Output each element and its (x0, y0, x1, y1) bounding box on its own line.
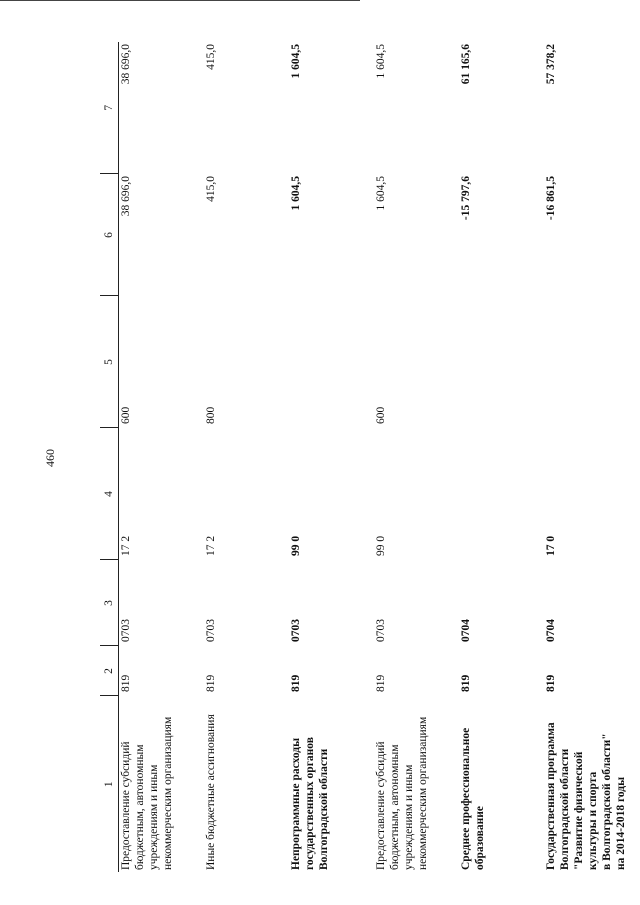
expense-type-code: 800 (205, 406, 217, 424)
expense-type-code (289, 296, 374, 428)
table-row (204, 42, 289, 872)
row-name (544, 696, 640, 872)
header-col-3: 3 (100, 560, 119, 646)
row-name-line: на 2014-2018 годы (615, 776, 627, 870)
row-name-line: учреждениям и иным (148, 764, 160, 870)
rotated-page-content (100, 32, 627, 872)
expense-type-code: 600 (120, 406, 132, 424)
ministry-code: 819 (120, 674, 132, 692)
table-header-row (100, 42, 119, 872)
target-article-code: 17 2 (205, 535, 217, 556)
row-name-line: Государственная программа (545, 722, 557, 870)
row-name-line: "Развитие физической (573, 751, 585, 870)
row-name-line: бюджетным, автономным (389, 744, 401, 870)
change-amount: -16 861,5 (545, 176, 557, 221)
change-amount: 38 696,0 (120, 176, 132, 217)
ministry-code: 819 (290, 674, 302, 692)
total-amount: 1 604,5 (290, 44, 302, 79)
table-row (459, 42, 544, 872)
header-col-5: 5 (100, 296, 119, 428)
row-name-line: Непрограммные расходы (290, 737, 302, 870)
total-amount: 57 378,2 (545, 44, 557, 85)
budget-table (100, 42, 640, 872)
total-amount: 1 604,5 (375, 44, 387, 79)
total-amount: 415,0 (205, 44, 217, 70)
row-name-line: учреждениям и иным (403, 764, 415, 870)
header-col-2: 2 (100, 646, 119, 696)
row-name-line: Среднее профессиональное (460, 727, 472, 870)
table-row (544, 42, 640, 872)
expense-type-code (544, 296, 640, 428)
header-col-1: 1 (100, 696, 119, 872)
expense-type-code: 600 (375, 406, 387, 424)
section-code: 0704 (545, 619, 557, 642)
row-name-line: Волгоградской области (318, 748, 330, 870)
row-name-line: Иные бюджетные ассигнования (205, 714, 217, 870)
header-col-6: 6 (100, 174, 119, 296)
target-article-code: 17 0 (545, 535, 557, 556)
table-row (289, 42, 374, 872)
ministry-code: 819 (460, 674, 472, 692)
header-col-7: 7 (100, 42, 119, 174)
row-name-line: Предоставление субсидий (375, 741, 387, 870)
table-row (119, 42, 205, 872)
total-amount: 61 165,6 (460, 44, 472, 85)
ministry-code: 819 (205, 674, 217, 692)
table-row (374, 42, 459, 872)
page-number: 460 (43, 449, 57, 467)
section-code: 0703 (120, 619, 132, 642)
row-name-line: в Волгоградской области" (601, 733, 613, 870)
row-name-line: культуры и спорта (587, 771, 599, 870)
target-article-code: 17 2 (120, 535, 132, 556)
row-name (459, 696, 544, 872)
change-amount: 1 604,5 (290, 176, 302, 211)
section-code: 0703 (205, 619, 217, 642)
row-name (289, 696, 374, 872)
ministry-code: 819 (545, 674, 557, 692)
row-name-line: образование (474, 806, 486, 870)
change-amount: 415,0 (205, 176, 217, 202)
scan-edge-line (0, 0, 360, 1)
row-name-line: государственных органов (304, 737, 316, 870)
row-name (204, 696, 289, 872)
change-amount: 1 604,5 (375, 176, 387, 211)
row-name (119, 696, 205, 872)
row-name-line: некоммерческим организациям (417, 716, 429, 870)
row-name-line: некоммерческим организациям (162, 716, 174, 870)
header-col-4: 4 (100, 428, 119, 560)
expense-type-code (459, 296, 544, 428)
section-code: 0703 (290, 619, 302, 642)
target-article-code: 99 0 (290, 535, 302, 556)
change-amount: -15 797,6 (460, 176, 472, 221)
row-name-line: Предоставление субсидий (120, 741, 132, 870)
total-amount: 38 696,0 (120, 44, 132, 85)
row-name-line: Волгоградской области (559, 748, 571, 870)
row-name-line: бюджетным, автономным (134, 744, 146, 870)
section-code: 0703 (375, 619, 387, 642)
ministry-code: 819 (375, 674, 387, 692)
section-code: 0704 (460, 619, 472, 642)
target-article-code: 99 0 (375, 535, 387, 556)
row-name (374, 696, 459, 872)
target-article-code (459, 428, 544, 560)
